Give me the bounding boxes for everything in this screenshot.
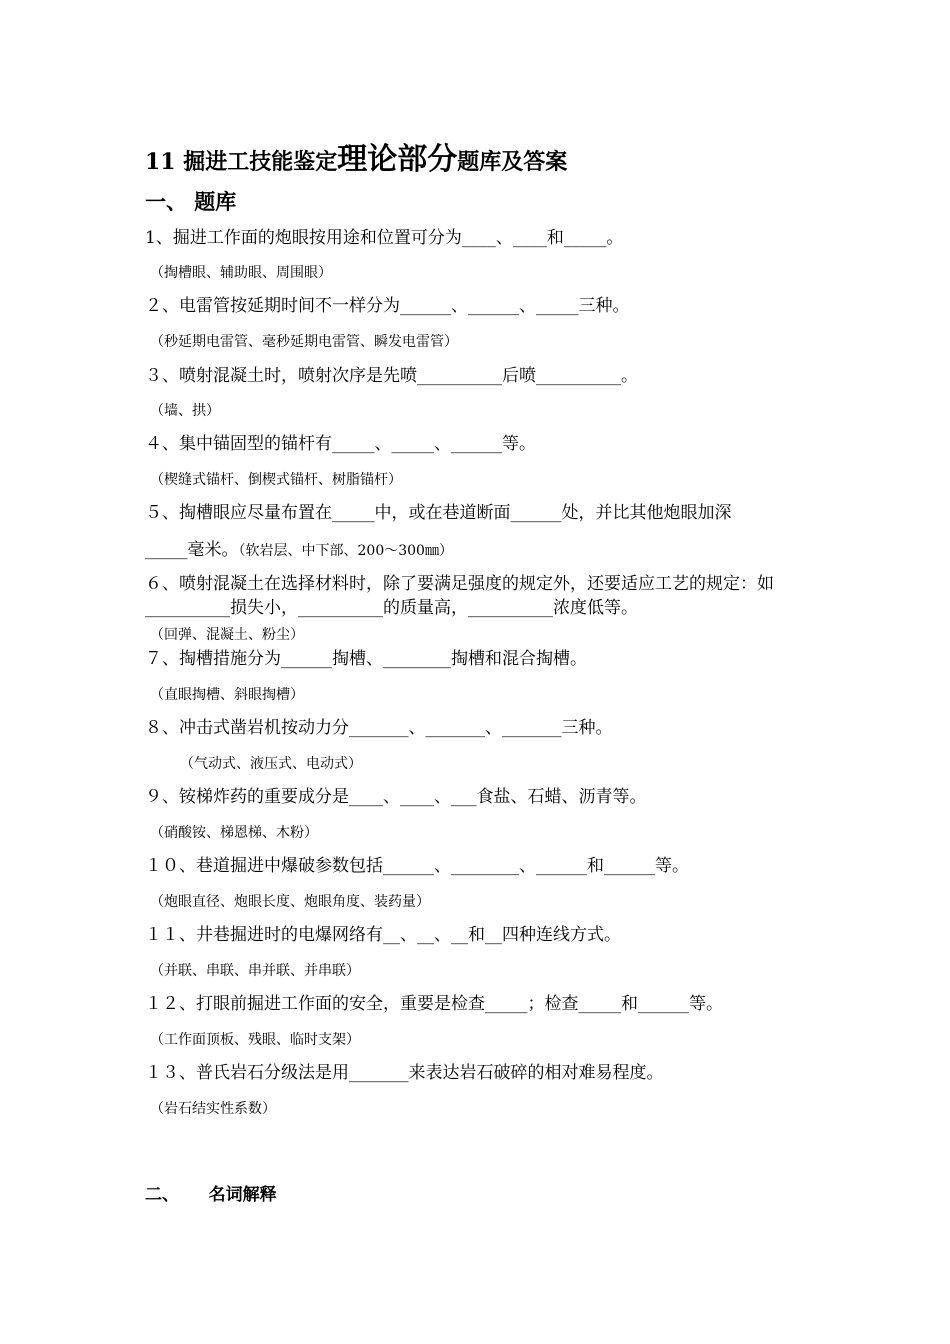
question-12: １２、打眼前掘进工作面的安全，重要是检查_____；检查_____和______等。 <box>145 994 723 1014</box>
question-4: ４、集中锚固型的锚杆有_____、_____、______等。 <box>145 434 536 454</box>
question-6: ６、喷射混凝土在选择材料时，除了要满足强度的规定外，还要适应工艺的规定：如__________损失小，__________的质量高，__________浓度低等。 <box>145 574 774 618</box>
answer-5: （软岩层、中下部、200～300㎜） <box>238 543 453 559</box>
question-13: １３、普氏岩石分级法是用_______来表达岩石破碎的相对难易程度。 <box>145 1063 664 1083</box>
answer-12: （工作面顶板、残眼、临时支架） <box>150 1032 360 1048</box>
answer-2: （秒延期电雷管、毫秒延期电雷管、瞬发电雷管） <box>150 334 458 350</box>
document-title <box>145 134 567 178</box>
answer-4: （楔缝式锚杆、倒楔式锚杆、树脂锚杆） <box>150 472 402 488</box>
answer-6: （回弹、混凝土、粉尘） <box>150 627 304 643</box>
answer-9: （硝酸铵、梯恩梯、木粉） <box>150 825 318 841</box>
answer-8: （气动式、液压式、电动式） <box>180 756 362 772</box>
section-heading-terms: 二、 名词解释 <box>145 1185 277 1205</box>
answer-13: （岩石结实性系数） <box>150 1101 276 1117</box>
title-emphasis: 理论部分 <box>337 142 458 177</box>
question-7: ７、掏槽措施分为______掏槽、________掏槽和混合掏槽。 <box>145 649 587 669</box>
answer-3: （墙、拱） <box>150 403 220 419</box>
title-suffix: 题库及答案 <box>457 149 568 175</box>
question-2: ２、电雷管按延期时间不一样分为______、______、_____三种。 <box>145 296 630 316</box>
question-9: ９、铵梯炸药的重要成分是____、____、___食盐、石蜡、沥青等。 <box>145 787 647 807</box>
question-1: 1、掘进工作面的炮眼按用途和位置可分为____、____和_____。 <box>145 228 624 248</box>
answer-1: （掏槽眼、辅助眼、周围眼） <box>150 265 332 281</box>
answer-11: （并联、串联、串并联、并串联） <box>150 963 360 979</box>
title-prefix: 11 掘进工技能鉴定 <box>145 149 338 175</box>
answer-7: （直眼掏槽、斜眼掏槽） <box>150 687 304 703</box>
question-5-line2: _____毫米。 <box>145 540 239 560</box>
section-heading-question-bank: 一、 题库 <box>145 189 237 214</box>
question-8: ８、冲击式凿岩机按动力分_______、_______、_______三种。 <box>145 718 613 738</box>
question-10: １０、巷道掘进中爆破参数包括______、________、______和______等。 <box>145 856 689 876</box>
question-5-continued <box>145 538 453 563</box>
question-5: ５、掏槽眼应尽量布置在_____中，或在巷道断面______处，并比其他炮眼加深 <box>145 503 732 523</box>
answer-10: （炮眼直径、炮眼长度、炮眼角度、装药量） <box>150 894 430 910</box>
question-3: ３、喷射混凝土时，喷射次序是先喷__________后喷__________。 <box>145 366 638 386</box>
question-11: １１、井巷掘进时的电爆网络有__、__、__和__四种连线方式。 <box>145 925 621 945</box>
